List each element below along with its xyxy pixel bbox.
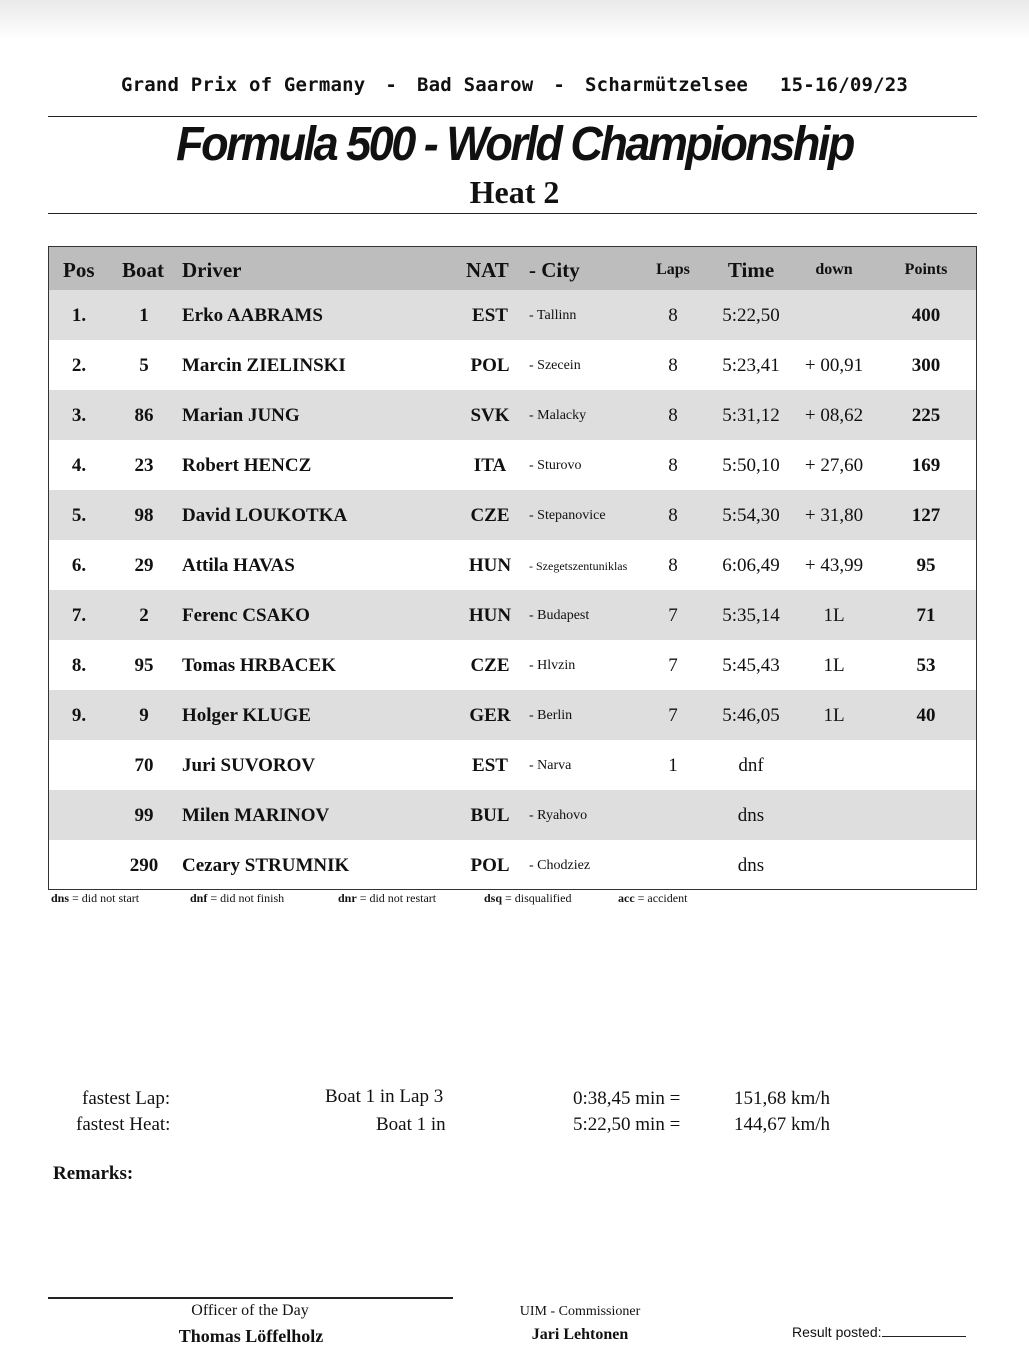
fastest-heat-time: 5:22,50 min = — [573, 1114, 681, 1135]
cell-nat: POL — [470, 355, 510, 376]
cell-points: 53 — [916, 655, 936, 676]
fastest-lap-speed: 151,68 km/h — [734, 1088, 831, 1109]
cell-boat: 1 — [139, 305, 149, 326]
header-rule-bottom — [48, 213, 977, 214]
cell-time: 5:46,05 — [722, 705, 780, 726]
cell-time: 5:54,30 — [722, 505, 780, 526]
cell-laps: 8 — [668, 355, 678, 376]
cell-time: dnf — [738, 755, 764, 776]
cell-boat: 95 — [134, 655, 154, 676]
legend-code: dnf — [190, 891, 208, 905]
event-name: Grand Prix of Germany — [120, 74, 366, 96]
table-row — [49, 540, 976, 590]
cell-city: - Stepanovice — [529, 508, 606, 523]
cell-driver: Ferenc CSAKO — [182, 605, 310, 626]
cell-time: 5:31,12 — [722, 405, 780, 426]
cell-city: - Budapest — [529, 608, 590, 623]
cell-driver: Marcin ZIELINSKI — [182, 355, 346, 376]
cell-pos: 7. — [71, 605, 87, 626]
cell-down: + 27,60 — [804, 455, 864, 476]
heat-title: Heat 2 — [469, 174, 560, 210]
table-row — [49, 740, 976, 790]
cell-city: - Malacky — [529, 408, 587, 423]
cell-nat: CZE — [470, 655, 510, 676]
legend-code: dsq — [484, 891, 503, 905]
cell-time: dns — [737, 805, 765, 826]
cell-laps: 8 — [668, 305, 678, 326]
legend-code: dnr — [338, 891, 357, 905]
legend-text: = disqualified — [505, 891, 572, 905]
table-row — [49, 340, 976, 390]
cell-pos: 6. — [71, 555, 87, 576]
cell-boat: 98 — [134, 505, 154, 526]
championship-title: Formula 500 - World Championship — [176, 115, 853, 171]
cell-time: 5:23,41 — [722, 355, 780, 376]
cell-laps: 7 — [668, 655, 678, 676]
table-row — [49, 690, 976, 740]
table-row — [49, 840, 976, 890]
remarks-label: Remarks: — [53, 1163, 134, 1184]
col-boat: Boat — [122, 258, 164, 282]
cell-time: dns — [737, 855, 765, 876]
cell-driver: David LOUKOTKA — [182, 505, 348, 526]
cell-time: 5:45,43 — [722, 655, 780, 676]
cell-time: 5:50,10 — [722, 455, 780, 476]
cell-nat: HUN — [468, 555, 512, 576]
cell-boat: 9 — [139, 705, 149, 726]
cell-laps: 8 — [668, 455, 678, 476]
cell-points: 71 — [916, 605, 936, 626]
fastest-lap-time: 0:38,45 min = — [573, 1088, 681, 1109]
cell-nat: CZE — [470, 505, 510, 526]
cell-down: 1L — [823, 655, 845, 676]
fastest-lap-label: fastest Lap: — [82, 1088, 171, 1109]
signature-line — [48, 1297, 453, 1299]
cell-nat: BUL — [470, 805, 510, 826]
cell-down: 1L — [823, 605, 845, 626]
results-table — [48, 246, 977, 890]
cell-city: - Ryahovo — [529, 808, 588, 823]
result-posted-label: Result posted: — [792, 1324, 882, 1340]
legend-text: = accident — [637, 891, 688, 905]
cell-laps: 8 — [668, 555, 678, 576]
top-shade — [0, 0, 1029, 40]
cell-pos: 8. — [71, 655, 87, 676]
cell-driver: Attila HAVAS — [182, 555, 295, 576]
cell-down: + 00,91 — [804, 355, 864, 376]
col-city: - City — [529, 258, 580, 282]
cell-pos: 1. — [71, 305, 87, 326]
cell-down: + 08,62 — [804, 405, 864, 426]
cell-city: - Hlvzin — [529, 658, 576, 673]
cell-nat: HUN — [468, 605, 512, 626]
cell-boat: 5 — [139, 355, 149, 376]
table-row — [49, 440, 976, 490]
legend-code: dns — [51, 891, 70, 905]
cell-points: 300 — [911, 355, 941, 376]
cell-driver: Robert HENCZ — [182, 455, 312, 476]
cell-points: 400 — [911, 305, 941, 326]
cell-pos: 5. — [71, 505, 87, 526]
event-lake: Scharmützelsee — [585, 74, 748, 96]
cell-nat: POL — [470, 855, 510, 876]
cell-city: - Szegetszentuniklas — [529, 559, 628, 573]
cell-points: 127 — [911, 505, 941, 526]
event-place: Bad Saarow — [417, 74, 534, 96]
cell-points: 225 — [911, 405, 941, 426]
legend-text: = did not finish — [210, 891, 285, 905]
result-posted — [792, 1324, 966, 1340]
col-pos: Pos — [63, 258, 95, 282]
legend-item — [338, 891, 436, 906]
legend-code: acc — [618, 891, 635, 905]
cell-pos: 3. — [71, 405, 87, 426]
cell-laps: 8 — [668, 405, 678, 426]
table-row — [49, 790, 976, 840]
cell-laps: 1 — [668, 755, 678, 776]
officer-title: Officer of the Day — [191, 1302, 309, 1319]
cell-driver: Juri SUVOROV — [182, 755, 316, 776]
cell-laps: 7 — [668, 605, 678, 626]
cell-down: + 43,99 — [804, 555, 864, 576]
cell-time: 6:06,49 — [722, 555, 780, 576]
cell-city: - Narva — [529, 758, 572, 773]
cell-laps: 8 — [668, 505, 678, 526]
fastest-lap-boat: Boat 1 in Lap 3 — [325, 1086, 444, 1107]
cell-down: + 31,80 — [804, 505, 864, 526]
table-row — [49, 640, 976, 690]
table-row — [49, 390, 976, 440]
col-driver: Driver — [182, 258, 242, 282]
legend-item — [190, 891, 284, 906]
cell-city: - Berlin — [529, 708, 573, 723]
cell-points: 169 — [911, 455, 941, 476]
cell-points: 95 — [916, 555, 936, 576]
fastest-heat-boat: Boat 1 in — [376, 1114, 446, 1135]
event-sep: - — [553, 74, 566, 96]
col-down: down — [815, 261, 853, 278]
event-dates: 15-16/09/23 — [780, 74, 909, 96]
cell-driver: Cezary STRUMNIK — [182, 855, 350, 876]
cell-pos: 4. — [71, 455, 87, 476]
cell-nat: ITA — [473, 455, 507, 476]
table-row — [49, 590, 976, 640]
cell-pos: 2. — [71, 355, 87, 376]
cell-driver: Milen MARINOV — [182, 805, 330, 826]
table-row — [49, 290, 976, 340]
cell-nat: GER — [469, 705, 511, 726]
fastest-heat-label: fastest Heat: — [76, 1114, 171, 1135]
cell-driver: Erko AABRAMS — [182, 305, 323, 326]
result-posted-blank — [882, 1324, 966, 1337]
fastest-heat-speed: 144,67 km/h — [734, 1114, 831, 1135]
cell-nat: SVK — [470, 405, 510, 426]
legend-text: = did not restart — [359, 891, 437, 905]
col-laps: Laps — [656, 261, 690, 278]
cell-pos: 9. — [71, 705, 87, 726]
col-points: Points — [904, 261, 948, 278]
cell-driver: Tomas HRBACEK — [182, 655, 336, 676]
cell-boat: 290 — [129, 855, 159, 876]
cell-boat: 29 — [134, 555, 154, 576]
cell-driver: Holger KLUGE — [182, 705, 311, 726]
cell-laps: 7 — [668, 705, 678, 726]
table-row — [49, 490, 976, 540]
legend-item — [484, 891, 571, 906]
cell-time: 5:22,50 — [722, 305, 780, 326]
cell-nat: EST — [472, 755, 508, 776]
cell-down: 1L — [823, 705, 845, 726]
cell-city: - Chodziez — [529, 858, 591, 873]
cell-boat: 99 — [134, 805, 154, 826]
commissioner-title: UIM - Commissioner — [519, 1304, 641, 1319]
table-header — [49, 247, 976, 291]
cell-time: 5:35,14 — [722, 605, 780, 626]
commissioner-name: Jari Lehtonen — [531, 1326, 629, 1343]
cell-boat: 86 — [134, 405, 154, 426]
col-nat: NAT — [466, 258, 509, 282]
cell-driver: Marian JUNG — [182, 405, 300, 426]
legend-item — [51, 891, 139, 906]
cell-city: - Tallinn — [529, 308, 577, 323]
cell-boat: 70 — [134, 755, 154, 776]
cell-nat: EST — [472, 305, 508, 326]
col-time: Time — [727, 258, 775, 282]
cell-boat: 23 — [134, 455, 154, 476]
cell-city: - Sturovo — [529, 458, 582, 473]
legend-text: = did not start — [72, 891, 140, 905]
legend-item — [618, 891, 687, 906]
officer-name: Thomas Löffelholz — [178, 1326, 324, 1346]
cell-boat: 2 — [139, 605, 149, 626]
cell-points: 40 — [916, 705, 936, 726]
cell-city: - Szecein — [529, 358, 581, 373]
event-line — [0, 74, 1029, 96]
event-sep: - — [385, 74, 398, 96]
